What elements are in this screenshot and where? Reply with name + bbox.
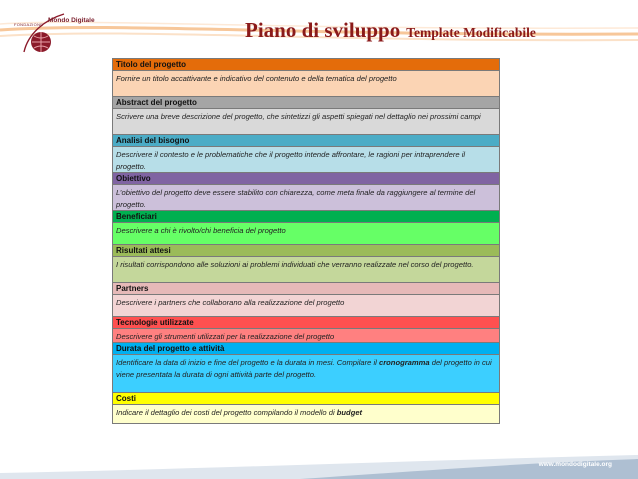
- section-header-partners: Partners: [113, 283, 499, 295]
- section-body-obiettivo: [113, 185, 499, 211]
- section-body-emphasis: cronogramma: [378, 358, 430, 367]
- title-main: Piano di sviluppo: [245, 18, 401, 42]
- section-body-text: Descrivere a chi è rivolto/chi beneficia del progetto: [116, 226, 286, 235]
- section-body-text: Scrivere una breve descrizione del progetto, che sintetizzi gli aspetti spiegati nel dettaglio nei prossimi campi: [116, 112, 481, 121]
- development-plan-table: [112, 58, 500, 424]
- logo-foundation-label: FONDAZIONE: [14, 22, 44, 27]
- section-risultati: [113, 245, 499, 283]
- section-body-costi: [113, 405, 499, 423]
- section-body-abstract: [113, 109, 499, 135]
- section-body-risultati: [113, 257, 499, 283]
- logo-name: Mondo Digitale: [48, 17, 95, 24]
- section-analisi: [113, 135, 499, 173]
- section-body-durata: [113, 355, 499, 393]
- section-titolo: [113, 59, 499, 97]
- page-title: [245, 18, 536, 43]
- section-obiettivo: [113, 173, 499, 211]
- globe-logo-icon: [10, 8, 70, 60]
- section-header-risultati: Risultati attesi: [113, 245, 499, 257]
- section-body-text: del progetto in cui viene presentata la durata di ogni attività parte del progetto.: [116, 358, 492, 379]
- section-beneficiari: [113, 211, 499, 245]
- section-body-text: Identificare la data di inizio e fine del progetto e la durata in mesi. Compilare il: [116, 358, 379, 367]
- section-body-text: Descrivere il contesto e le problematiche che il progetto intende affrontare, le ragioni per intraprendere il progetto.: [116, 150, 466, 171]
- section-body-analisi: [113, 147, 499, 173]
- section-body-titolo: [113, 71, 499, 97]
- section-header-beneficiari: Beneficiari: [113, 211, 499, 223]
- section-header-durata: Durata del progetto e attività: [113, 343, 499, 355]
- section-header-abstract: Abstract del progetto: [113, 97, 499, 109]
- section-body-beneficiari: [113, 223, 499, 245]
- title-subtitle: Template Modificabile: [406, 25, 536, 40]
- section-body-partners: [113, 295, 499, 317]
- section-costi: [113, 393, 499, 423]
- section-body-text: Descrivere gli strumenti utilizzati per la realizzazione del progetto: [116, 332, 335, 341]
- section-tecnologie: [113, 317, 499, 343]
- section-body-text: Fornire un titolo accattivante e indicativo del contenuto e della tematica del progetto: [116, 74, 397, 83]
- section-abstract: [113, 97, 499, 135]
- section-header-costi: Costi: [113, 393, 499, 405]
- section-body-emphasis: budget: [336, 408, 363, 417]
- section-durata: [113, 343, 499, 393]
- section-body-text: Indicare il dettaglio dei costi del progetto compilando il modello di: [116, 408, 337, 417]
- section-header-analisi: Analisi del bisogno: [113, 135, 499, 147]
- foundation-logo: [10, 8, 120, 60]
- section-header-obiettivo: Obiettivo: [113, 173, 499, 185]
- footer-url: www.mondodigitale.org: [538, 461, 612, 468]
- section-body-tecnologie: [113, 329, 499, 343]
- section-header-tecnologie: Tecnologie utilizzate: [113, 317, 499, 329]
- section-header-titolo: Titolo del progetto: [113, 59, 499, 71]
- section-body-text: I risultati corrispondono alle soluzioni ai problemi individuati che verranno realizzate nel corso del progetto.: [116, 260, 474, 269]
- section-body-text: L’obiettivo del progetto deve essere stabilito con chiarezza, come meta finale da raggiungere al termine del progetto.: [116, 188, 476, 209]
- section-body-text: Descrivere i partners che collaborano alla realizzazione del progetto: [116, 298, 345, 307]
- section-partners: [113, 283, 499, 317]
